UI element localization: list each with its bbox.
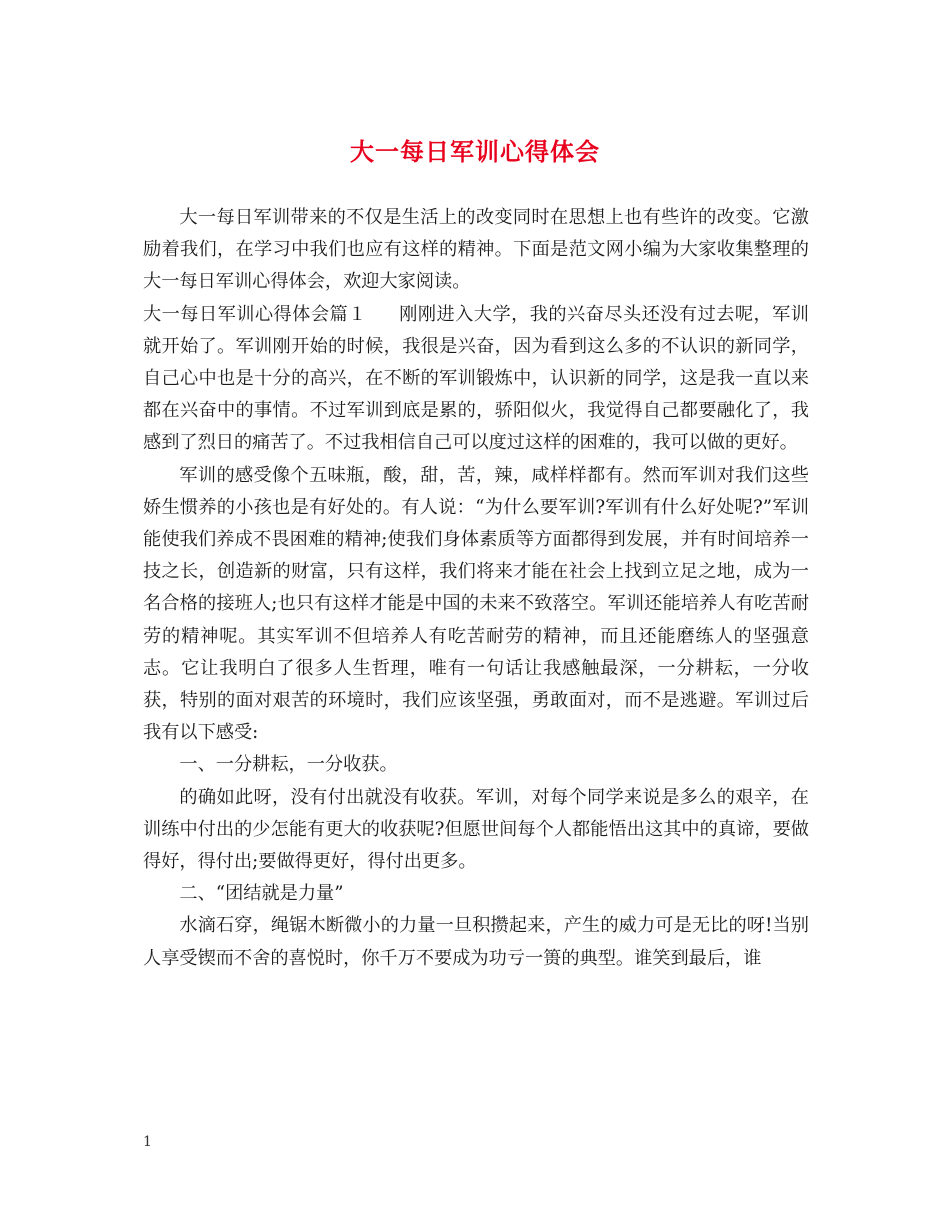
paragraph-3: 军训的感受像个五味瓶，酸，甜，苦，辣，咸样样都有。然而军训对我们这些娇生惯养的小孩也是有好处的。有人说：“为什么要军训?军训有什么好处呢?”军训能使我们养成不畏困难的精神;使我们身体素质等方面都得到发展，并有时间培养一技之长，创造新的财富，只有这样，我们将来才能在社会上找到立足之地，成为一名合格的接班人;也只有这样才能是中国的未来不致落空。军训还能培养人有吃苦耐劳的精神呢。其实军训不但培养人有吃苦耐劳的精神，而且还能磨练人的坚强意志。它让我明白了很多人生哲理，唯有一句话让我感触最深，一分耕耘，一分收获，特别的面对艰苦的环境时，我们应该坚强，勇敢面对，而不是逃避。军训过后我有以下感受: (143, 464, 809, 744)
point-2-heading: 二、“团结就是力量” (179, 883, 344, 905)
paragraph-7: 水滴石穿，绳锯木断微小的力量一旦积攒起来，产生的威力可是无比的呀!当别人享受锲而不舍的喜悦时，你千万不要成为功亏一篑的典型。谁笑到最后，谁 (143, 915, 809, 969)
intro-paragraph: 大一每日军训带来的不仅是生活上的改变同时在思想上也有些许的改变。它激励着我们，在学习中我们也应有这样的精神。下面是范文网小编为大家收集整理的大一每日军训心得体会，欢迎大家阅读。 (143, 207, 809, 293)
document-body (143, 202, 809, 975)
document-title: 大一每日军训心得体会 (350, 137, 600, 166)
point-1-heading: 一、一分耕耘，一分收获。 (179, 754, 398, 776)
paragraph-5: 的确如此呀，没有付出就没有收获。军训，对每个同学来说是多么的艰辛，在训练中付出的少怎能有更大的收获呢?但愿世间每个人都能悟出这其中的真谛，要做得好，得付出;要做得更好，得付出更多。 (143, 786, 809, 873)
section-1-heading: 大一每日军训心得体会篇１ (143, 303, 367, 325)
section-1-paragraph (143, 299, 809, 460)
section-1-body: 刚刚进入大学，我的兴奋尽头还没有过去呢，军训就开始了。军训刚开始的时候，我很是兴奋，因为看到这么多的不认识的新同学，自己心中也是十分的高兴，在不断的军训锻炼中，认识新的同学，这是我一直以来都在兴奋中的事情。不过军训到底是累的，骄阳似火，我觉得自己都要融化了，我感到了烈日的痛苦了。不过我相信自己可以度过这样的困难的，我可以做的更好。 (143, 303, 809, 454)
page-number: 1 (143, 1134, 152, 1150)
